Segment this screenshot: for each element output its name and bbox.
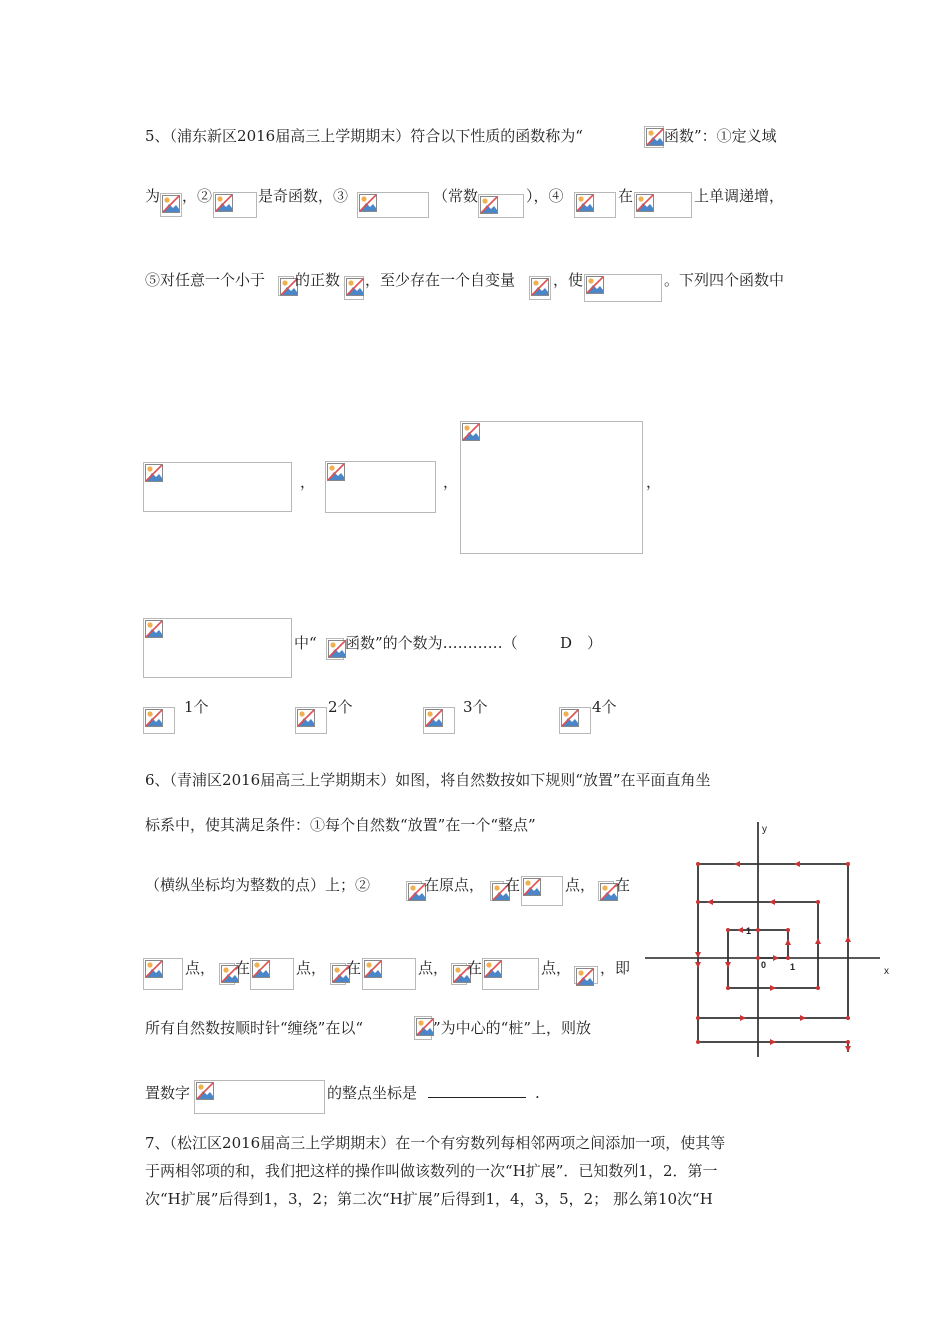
- formula-image: [584, 274, 662, 302]
- separator: ，: [300, 473, 316, 491]
- q5-line3-e: 。下列四个函数中: [664, 271, 785, 289]
- x-label: x: [884, 966, 889, 977]
- spiral-figure: [640, 812, 900, 1062]
- broken-image-icon: [327, 463, 345, 481]
- formula-image: [478, 194, 524, 218]
- broken-image-icon: [480, 196, 498, 214]
- broken-image-icon: [252, 960, 270, 978]
- formula-image: [250, 958, 294, 990]
- formula-image: [451, 963, 467, 985]
- formula-image: [406, 881, 422, 901]
- option-d: 4个: [592, 698, 617, 716]
- x-one-label: 1: [790, 962, 796, 972]
- q5-line3-a: ⑤对任意一个小于: [145, 271, 266, 289]
- q5-line5-b: 函数”的个数为…………（: [345, 634, 518, 652]
- q5-line2-b: 是奇函数，③: [258, 187, 349, 205]
- broken-image-icon: [215, 194, 233, 212]
- option-label-image: [295, 707, 327, 734]
- broken-image-icon: [576, 194, 594, 212]
- formula-image: [521, 876, 563, 906]
- formula-image: [160, 193, 182, 217]
- origin-label: 0: [761, 960, 767, 970]
- function-image-1: [143, 462, 292, 512]
- q5-line1: 5、（浦东新区2016届高三上学期期末）符合以下性质的函数称为“: [145, 127, 583, 145]
- formula-image: [634, 192, 692, 218]
- q7-line3: 次“H扩展”后得到1，3，2；第二次“H扩展”后得到1，4，3，5，2； 那么第10次“H: [145, 1190, 713, 1208]
- broken-image-icon: [145, 620, 163, 638]
- option-c: 3个: [463, 698, 488, 716]
- close-paren: ）: [587, 634, 603, 652]
- formula-image: [574, 192, 616, 218]
- broken-image-icon: [416, 1018, 434, 1036]
- q5-line3-b: 的正数: [295, 271, 341, 289]
- broken-image-icon: [646, 128, 664, 146]
- formula-image: [344, 276, 364, 300]
- q5-line2-wei: 为: [145, 187, 161, 205]
- broken-image-icon: [162, 195, 180, 213]
- q5-line2-a: ，②: [182, 187, 213, 205]
- broken-image-icon: [561, 709, 579, 727]
- broken-image-icon: [523, 878, 541, 896]
- q6-line5-a: 所有自然数按顺时针“缠绕”在以“: [145, 1019, 364, 1037]
- option-label-image: [143, 707, 175, 734]
- q5-line2-f: 上单调递增，: [694, 187, 785, 205]
- q6-line4-a: 点，: [185, 959, 216, 977]
- separator: ，: [646, 473, 662, 491]
- option-a: 1个: [184, 698, 209, 716]
- q5-line2-c: （常数: [433, 187, 479, 205]
- broken-image-icon: [484, 960, 502, 978]
- broken-image-icon: [145, 464, 163, 482]
- q6-line3-d: 点，: [565, 876, 596, 894]
- broken-image-icon: [425, 709, 443, 727]
- formula-image: [143, 958, 183, 990]
- y-label: y: [762, 824, 767, 835]
- q6-line4-b: 在: [235, 959, 251, 977]
- function-image-4: [143, 618, 292, 678]
- answer-blank[interactable]: [428, 1083, 526, 1103]
- function-image-3: [460, 421, 643, 554]
- broken-image-icon: [328, 640, 346, 658]
- formula-image: [482, 958, 539, 990]
- option-label-image: [559, 707, 591, 734]
- formula-image: [219, 963, 235, 985]
- q5-line3-c: ，至少存在一个自变量: [365, 271, 516, 289]
- formula-image: [574, 966, 598, 984]
- y-one-label: 1: [746, 926, 752, 936]
- q7-line2: 于两相邻项的和，我们把这样的操作叫做该数列的一次“H扩展”．已知数列1，2．第一: [145, 1162, 718, 1180]
- formula-image: [490, 881, 504, 901]
- q5-line3-d: ，使: [553, 271, 584, 289]
- q6-line4-f: 在: [467, 959, 483, 977]
- broken-image-icon: [462, 423, 480, 441]
- q5-line5-a: 中“: [294, 634, 317, 652]
- broken-image-icon: [196, 1082, 214, 1100]
- answer: D: [560, 634, 573, 652]
- q6-line4-h: ，即: [600, 959, 631, 977]
- q5-line1b: 函数”：①定义域: [664, 127, 777, 145]
- formula-image: [414, 1016, 432, 1040]
- q7-line1: 7、（松江区2016届高三上学期期末）在一个有穷数列每相邻两项之间添加一项，使其等: [145, 1134, 726, 1152]
- broken-image-icon: [531, 278, 549, 296]
- formula-image: [213, 192, 257, 218]
- q5-line2-d: ），④: [526, 187, 564, 205]
- q6-line4-d: 在: [346, 959, 362, 977]
- formula-image: [644, 126, 664, 148]
- option-label-image: [423, 707, 455, 734]
- q6-line3-b: 在原点，: [424, 876, 485, 894]
- q5-line2-e: 在: [618, 187, 634, 205]
- q6-line6-a: 置数字: [145, 1084, 191, 1102]
- q6-line4-c: 点，: [296, 959, 327, 977]
- formula-image: [330, 963, 346, 985]
- formula-image: [529, 276, 551, 300]
- q6-line1: 6、（青浦区2016届高三上学期期末）如图，将自然数按如下规则“放置”在平面直角坐: [145, 771, 711, 789]
- option-b: 2个: [328, 698, 353, 716]
- formula-image: [326, 638, 344, 660]
- broken-image-icon: [636, 194, 654, 212]
- broken-image-icon: [576, 968, 594, 986]
- q6-line2: 标系中，使其满足条件：①每个自然数“放置”在一个“整点”: [145, 816, 536, 834]
- separator: ，: [443, 473, 459, 491]
- broken-image-icon: [346, 278, 364, 296]
- q6-line4-e: 点，: [418, 959, 449, 977]
- broken-image-icon: [364, 960, 382, 978]
- formula-image: [362, 958, 416, 990]
- function-image-2: [325, 461, 436, 513]
- q6-line6-b: 的整点坐标是: [327, 1084, 418, 1102]
- q6-line4-g: 点，: [541, 959, 572, 977]
- broken-image-icon: [145, 709, 163, 727]
- q6-line3-a: （横纵坐标均为整数的点）上；②: [145, 876, 371, 894]
- formula-image: [194, 1080, 325, 1114]
- formula-image: [357, 192, 429, 218]
- broken-image-icon: [359, 194, 377, 212]
- q6-line3-c: 在: [505, 876, 521, 894]
- formula-image: [598, 881, 614, 901]
- q6-line5-b: ”为中心的“桩”上，则放: [433, 1019, 592, 1037]
- q6-line3-e: 在: [615, 876, 631, 894]
- broken-image-icon: [297, 709, 315, 727]
- broken-image-icon: [145, 960, 163, 978]
- formula-image: [278, 276, 294, 296]
- period: .: [535, 1084, 540, 1102]
- broken-image-icon: [586, 276, 604, 294]
